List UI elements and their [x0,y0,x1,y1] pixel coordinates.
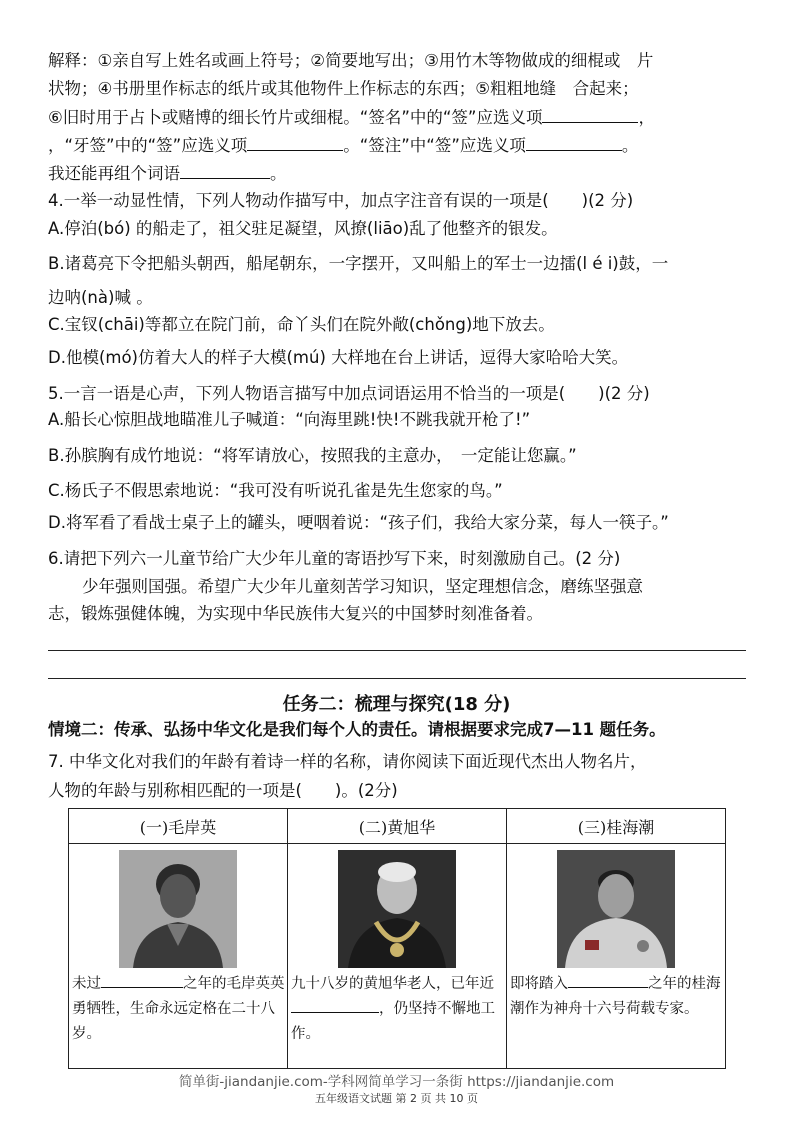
q5-option-d[interactable]: D.将军看了看战士桌子上的罐头，哽咽着说：“孩子们，我给大家分菜，每人一筷子。” [48,513,669,532]
period: 。 [621,136,639,155]
card-caption-huang-xuhua [288,968,506,1047]
portrait-photo-mao-anying [119,850,237,968]
q5-option-b[interactable]: B.孙膑胸有成竹地说：“将军请放心，按照我的主意办， 一定能让您赢。” [48,446,577,465]
card-huang-xuhua [288,844,507,1069]
card-header-huang-xuhua: (二)黄旭华 [288,809,507,844]
portrait-photo-huang-xuhua [338,850,456,968]
answer-blank-qian-ming[interactable] [542,106,638,123]
q6-passage-line1: 少年强则国强。希望广大少年儿童刻苦学习知识，坚定理想信念，磨练坚强意 [82,577,643,596]
caption-suffix: 之年的桂海潮作为神舟十六号荷载专家。 [510,976,721,1017]
answer-blank-mao-age[interactable] [101,972,183,988]
answer-blank-qian-zhu[interactable] [526,134,622,151]
task2-context: 情境二：传承、弘扬中华文化是我们每个人的责任。请根据要求完成7—11 题任务。 [48,720,666,739]
answer-blank-gui-age[interactable] [568,972,648,988]
explanation-line-5-text: 我还能再组个词语 [48,164,180,183]
q5-stem: 5.一言一语是心声，下列人物语言描写中加点词语运用不恰当的一项是( )(2 分) [48,384,650,403]
card-header-mao-anying: (一)毛岸英 [69,809,288,844]
caption-prefix: 九十八岁的黄旭华老人，已年近 [291,976,494,992]
person-card-table [68,808,726,1069]
copy-writing-line-1[interactable] [48,650,746,651]
answer-blank-huang-age[interactable] [291,997,379,1013]
q4-option-b-line1[interactable]: B.诸葛亮下令把船头朝西，船尾朝东，一字摆开，又叫船上的军士一边擂(l é i)鼓，一 [48,254,669,273]
copy-writing-line-2[interactable] [48,678,746,679]
q6-passage-line2: 志，锻炼强健体魄，为实现中华民族伟大复兴的中国梦时刻准备着。 [48,604,543,623]
period: 。 [270,164,287,183]
answer-blank-ya-qian[interactable] [247,134,343,151]
caption-suffix: ，仍坚持不懈地工作。 [291,1001,495,1042]
card-header-gui-haichao: (三)桂海潮 [507,809,726,844]
q4-option-b-line2[interactable]: 边呐(nà)喊 。 [48,288,153,307]
portrait-figure [119,850,237,968]
explanation-line-4 [48,134,638,157]
q4-option-d[interactable]: D.他模(mó)仿着大人的样子大模(mú) 大样地在台上讲话，逗得大家哈哈大笑。 [48,348,629,367]
comma: ， [638,108,655,127]
portrait-figure [338,850,456,968]
portrait-figure [557,850,675,968]
card-caption-gui-haichao [507,968,725,1022]
explanation-line-3-text: ⑥旧时用于占卜或赌博的细长竹片或细棍。“签名”中的“签”应选义项 [48,108,543,127]
card-mao-anying [69,844,288,1069]
q7-stem-line1: 7. 中华文化对我们的年龄有着诗一样的名称，请你阅读下面近现代杰出人物名片， [48,752,647,771]
q5-option-c[interactable]: C.杨氏子不假思索地说：“我可没有听说孔雀是先生您家的鸟。” [48,481,503,500]
explanation-line-1: 解释：①亲自写上姓名或画上符号；②简要地写出；③用竹木等物做成的细棍或 片 [48,51,654,70]
answer-blank-word[interactable] [180,162,270,179]
explanation-line-4-text-b: 。“签注”中“签”应选义项 [343,136,526,155]
q4-stem: 4.一举一动显性情，下列人物动作描写中，加点字注音有误的一项是( )(2 分) [48,191,634,210]
caption-suffix: 之年的毛岸英英勇牺牲，生命永远定格在二十八岁。 [72,976,285,1042]
explanation-line-3 [48,106,655,129]
explanation-line-2: 状物；④书册里作标志的纸片或其他物件上作标志的东西；⑤粗粗地缝 合起来； [48,79,639,98]
watermark-footer: 简单街-jiandanjie.com-学科网简单学习一条街 https://jiandanjie.com [178,1074,615,1090]
q4-option-a[interactable]: A.停泊(bó) 的船走了，祖父驻足凝望，风撩(liāo)乱了他整齐的银发。 [48,219,558,238]
card-gui-haichao [507,844,726,1069]
q6-stem: 6.请把下列六一儿童节给广大少年儿童的寄语抄写下来，时刻激励自己。(2 分) [48,549,621,568]
card-caption-mao-anying [69,968,287,1047]
q7-stem-line2: 人物的年龄与别称相匹配的一项是( )。(2分) [48,781,398,800]
q4-option-c[interactable]: C.宝钗(chāi)等都立在院门前，命丫头们在院外敞(chǒng)地下放去。 [48,315,555,334]
explanation-line-5 [48,162,287,185]
explanation-line-4-text-a: ，“牙签”中的“签”应选义项 [48,136,248,155]
portrait-photo-gui-haichao [557,850,675,968]
caption-prefix: 未过 [72,976,101,992]
caption-prefix: 即将踏入 [510,976,568,992]
q5-option-a[interactable]: A.船长心惊胆战地瞄准儿子喊道：“向海里跳!快!不跳我就开枪了!” [48,410,531,429]
page-number-footer: 五年级语文试题 第 2 页 共 10 页 [315,1092,478,1105]
task2-title: 任务二：梳理与探究(18 分) [282,694,511,715]
